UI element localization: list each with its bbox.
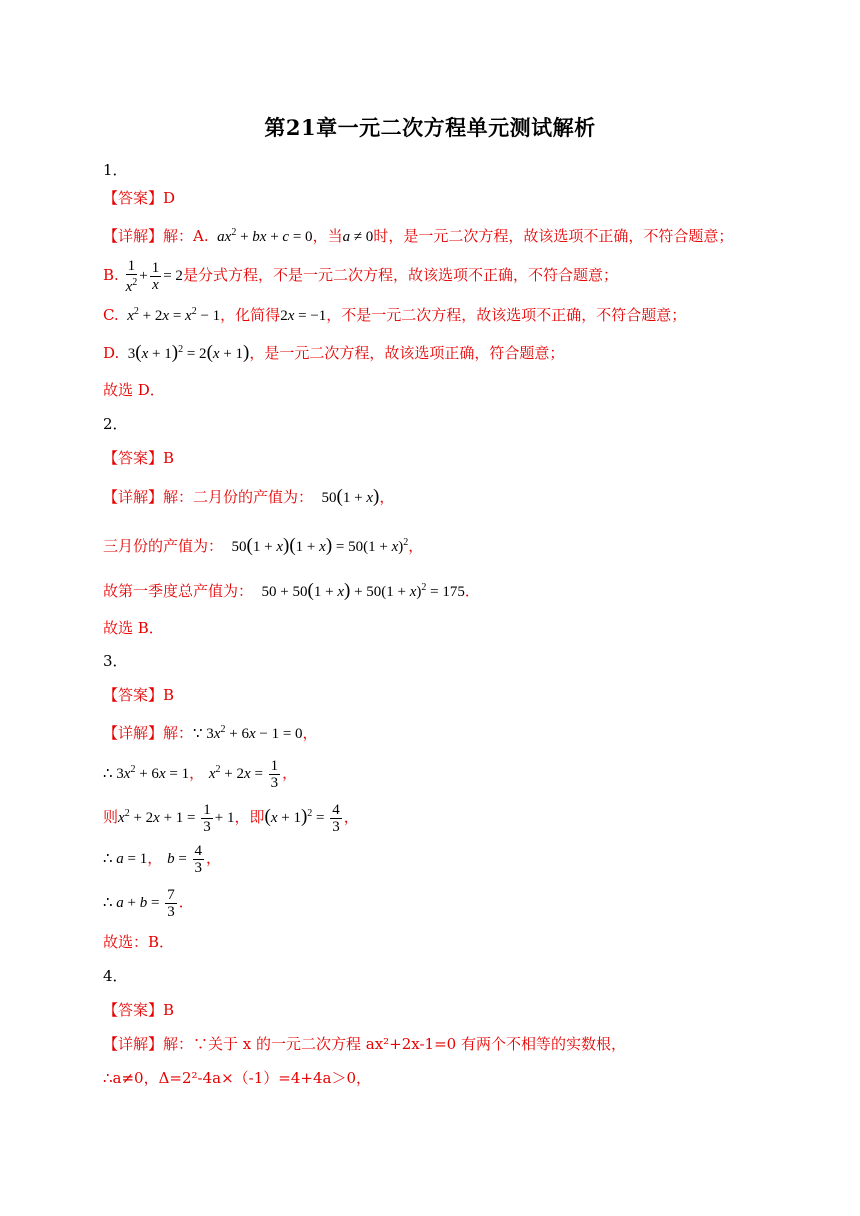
q1-eq-a: $ax^2$ + bx + c = 0: [217, 227, 313, 245]
q2-total-label: 故第一季度总产值为：: [103, 582, 254, 600]
q3-then: 则: [103, 808, 119, 826]
q1-eq-c2: 2x = −1: [280, 308, 327, 324]
q1-c-text2: ，不是一元二次方程，故该选项不正确，不符合题意；: [326, 306, 687, 324]
q1-d-label: D.: [103, 344, 120, 362]
q1-detail-c: [103, 302, 686, 326]
q2-march-label: 三月份的产值为：: [103, 537, 224, 555]
q2-detail-mar: 三月份的产值为： $50(1 + x)(1 + x) = 50(1 + x)^2$，: [103, 535, 424, 556]
q4-number: 4．: [103, 967, 128, 985]
q1-b-label: B.: [103, 266, 119, 284]
q3-detail-4: ∴ a = 1， b = $\frac{4}{3}$ ，: [103, 843, 222, 877]
q1-c-text1: ，化简得: [220, 306, 281, 324]
q1-detail-label: 【详解】解：A.: [103, 227, 209, 245]
q1-a-text: ，当: [312, 227, 343, 245]
q1-detail-a: [103, 223, 733, 247]
q1-c-label: C.: [103, 306, 119, 324]
q2-answer: 【答案】B: [103, 449, 175, 467]
q2-eq-feb: 50(1 + x): [317, 486, 380, 507]
q3-detail-1: 【详解】解：∵ $3x^2 + 6x - 1 = 0$，: [103, 724, 318, 742]
page-title: 第21章一元二次方程单元测试解析: [264, 115, 596, 140]
q2-conclusion: 故选 B．: [103, 619, 164, 637]
q3-answer: 【答案】B: [103, 686, 175, 704]
q3-detail-2: ∴ $3x^2 + 6x = 1$， $x^2 + 2x$ = $\frac{1}{3}$ ，: [103, 758, 298, 792]
q2-detail-label: 【详解】解：二月份的产值为：: [103, 488, 314, 506]
q3-eq-7: b = $\frac{4}{3}$: [167, 843, 203, 877]
q2-number: 2．: [103, 415, 128, 433]
q3-detail-label: 【详解】解：: [103, 724, 194, 742]
q3-eq-6: ∴ a = 1: [103, 851, 148, 867]
q3-conclusion: 故选：B．: [103, 933, 175, 951]
q1-cond-a: a ≠ 0: [342, 229, 374, 245]
q3-eq-4: $x^2 + 2x + 1$ = $\frac{1}{3}$ + 1: [118, 802, 235, 836]
q1-detail-b: [103, 258, 618, 295]
q4-detail: 【详解】解：∵关于 x 的一元二次方程 ax²+2x-1=0 有两个不相等的实数根，: [103, 1035, 626, 1053]
q1-conclusion: 故选 D．: [103, 381, 165, 399]
q3-ie: ，即: [234, 808, 265, 826]
q3-eq-1: ∵ $3x^2 + 6x - 1 = 0$: [193, 724, 303, 742]
q1-eq-b: $\frac{1}{x^2}$ + $\frac{1}{x}$ = 2: [125, 258, 183, 296]
q3-detail-5: ∴ a + b = $\frac{7}{3}$ ．: [103, 887, 194, 921]
q1-answer: 【答案】D: [103, 189, 176, 207]
q3-number: 3．: [103, 652, 128, 670]
q1-eq-d: $3(x + 1)^2 = 2(x + 1)$: [124, 342, 250, 363]
q1-b-text: 是分式方程，不是一元二次方程，故该选项不正确，不符合题意；: [182, 266, 618, 284]
q3-detail-3: 则$x^2 + 2x + 1$ = $\frac{1}{3}$ + 1，即$(x + 1)^2$ = $\frac{4}{3}$ ，: [103, 802, 359, 836]
q3-eq-2: ∴ $3x^2 + 6x = 1$: [103, 764, 190, 782]
q2-detail-feb: 【详解】解：二月份的产值为： 50(1 + x)，: [103, 486, 395, 507]
q1-d-text: ，是一元二次方程，故该选项正确，符合题意；: [249, 344, 565, 362]
q2-detail-total: 故第一季度总产值为： $50 + 50(1 + x) + 50(1 + x)^2 = 175$．: [103, 580, 480, 601]
q1-number: 1．: [103, 161, 128, 179]
q2-eq-total: $50 + 50(1 + x) + 50(1 + x)^2 = 175$: [257, 580, 465, 601]
q3-eq-3: $x^2 + 2x$ = $\frac{1}{3}$: [208, 758, 279, 792]
q1-detail-d: [103, 340, 564, 364]
q1-eq-c: $x^2 + 2x = x^2 - 1$: [127, 306, 221, 324]
q4-line2: ∴a≠0，Δ=2²-4a×（-1）=4+4a＞0，: [103, 1069, 372, 1087]
q3-eq-5: $(x + 1)^2$ = $\frac{4}{3}$: [264, 802, 340, 836]
q1-a-text2: 时，是一元二次方程，故该选项不正确，不符合题意；: [373, 227, 734, 245]
q4-answer: 【答案】B: [103, 1001, 175, 1019]
q3-eq-8: ∴ a + b = $\frac{7}{3}$: [103, 887, 175, 921]
q2-eq-mar: $50(1 + x)(1 + x) = 50(1 + x)^2$: [227, 535, 409, 556]
